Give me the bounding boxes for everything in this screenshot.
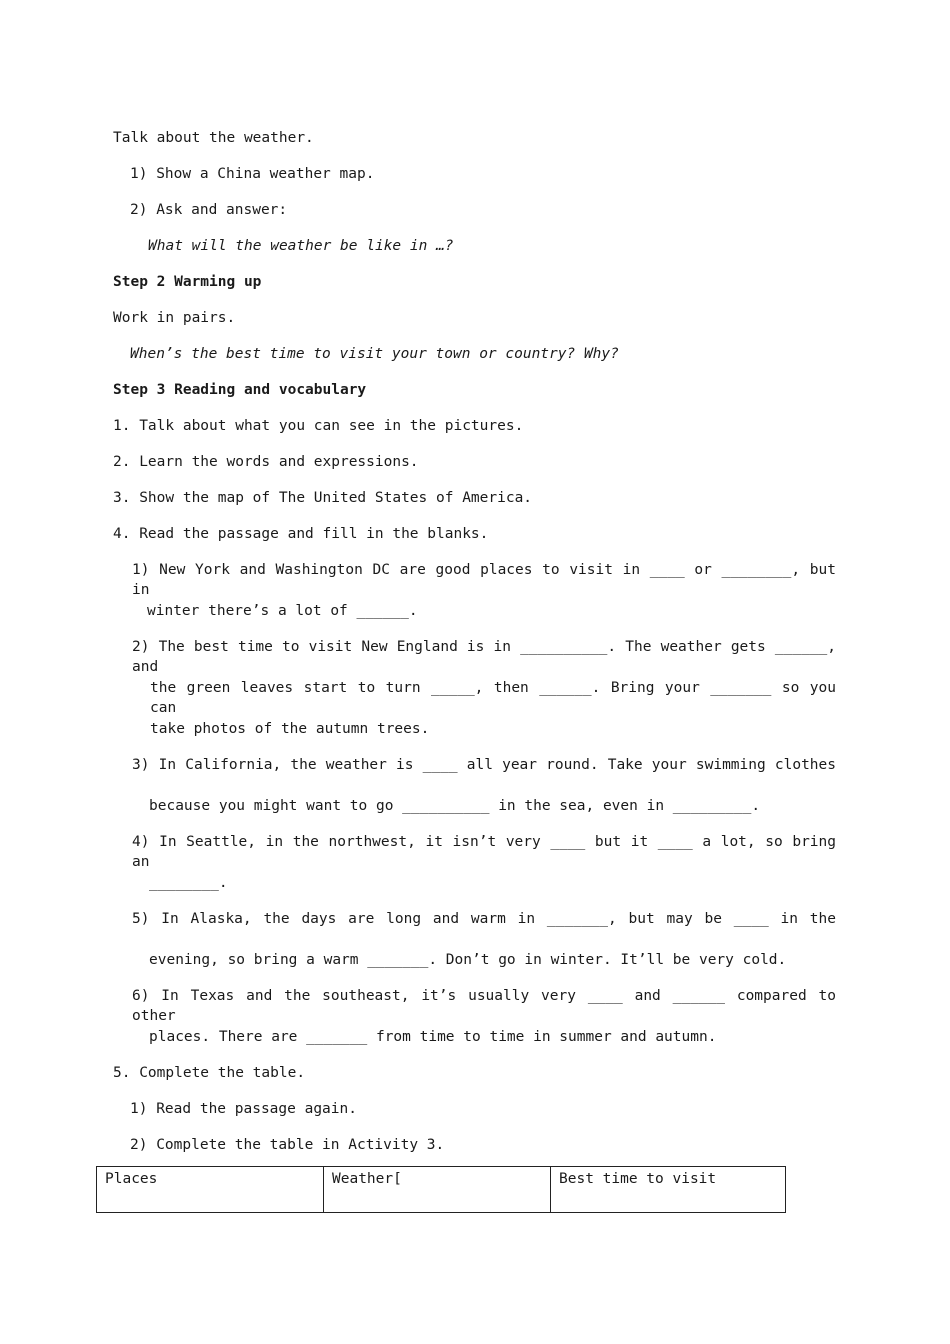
step3-item: 3. Show the map of The United States of America.: [113, 490, 533, 506]
step3-item: 2. Learn the words and expressions.: [113, 454, 419, 470]
table-header-cell: Weather[: [324, 1167, 551, 1213]
blank-sentence-line: 1) New York and Washington DC are good places to visit in ____ or ________, but in: [132, 562, 836, 598]
blank-sentence-line: because you might want to go __________ in the sea, even in _________.: [149, 798, 761, 814]
blank-sentence-line: 2) The best time to visit New England is in __________. The weather gets ______, and: [132, 639, 836, 675]
step3-item: 5. Complete the table.: [113, 1065, 306, 1081]
intro-heading: Talk about the weather.: [113, 130, 314, 146]
step3-item: 1. Talk about what you can see in the pictures.: [113, 418, 524, 434]
table-row: [97, 1167, 786, 1213]
step3-subitem: 1) Read the passage again.: [130, 1101, 357, 1117]
intro-item: 2) Ask and answer:: [130, 202, 288, 218]
step2-title: Step 2 Warming up: [113, 274, 262, 290]
table-header-cell: Places: [97, 1167, 324, 1213]
blank-sentence-line: winter there’s a lot of ______.: [147, 603, 418, 619]
blank-sentence-line: 5) In Alaska, the days are long and warm in _______, but may be ____ in the: [132, 911, 836, 927]
blank-sentence-line: take photos of the autumn trees.: [150, 721, 430, 737]
step2-text: Work in pairs.: [113, 310, 236, 326]
weather-table: [96, 1166, 786, 1213]
blank-sentence-line: places. There are _______ from time to time in summer and autumn.: [149, 1029, 717, 1045]
step3-title: Step 3 Reading and vocabulary: [113, 382, 367, 398]
step3-item: 4. Read the passage and fill in the blanks.: [113, 526, 489, 542]
step3-subitem: 2) Complete the table in Activity 3.: [130, 1137, 445, 1153]
blank-sentence-line: 3) In California, the weather is ____ all year round. Take your swimming clothes: [132, 757, 836, 773]
blank-sentence-line: 4) In Seattle, in the northwest, it isn’t very ____ but it ____ a lot, so bring an: [132, 834, 836, 870]
blank-sentence-line: 6) In Texas and the southeast, it’s usually very ____ and ______ compared to other: [132, 988, 836, 1024]
table-header-cell: Best time to visit: [551, 1167, 786, 1213]
intro-item: 1) Show a China weather map.: [130, 166, 375, 182]
step2-question: When’s the best time to visit your town or country? Why?: [130, 346, 619, 362]
blank-sentence-line: ________.: [149, 875, 228, 891]
intro-question: What will the weather be like in …?: [148, 238, 454, 254]
blank-sentence-line: the green leaves start to turn _____, then ______. Bring your _______ so you can: [150, 680, 836, 716]
blank-sentence-line: evening, so bring a warm _______. Don’t go in winter. It’ll be very cold.: [149, 952, 787, 968]
